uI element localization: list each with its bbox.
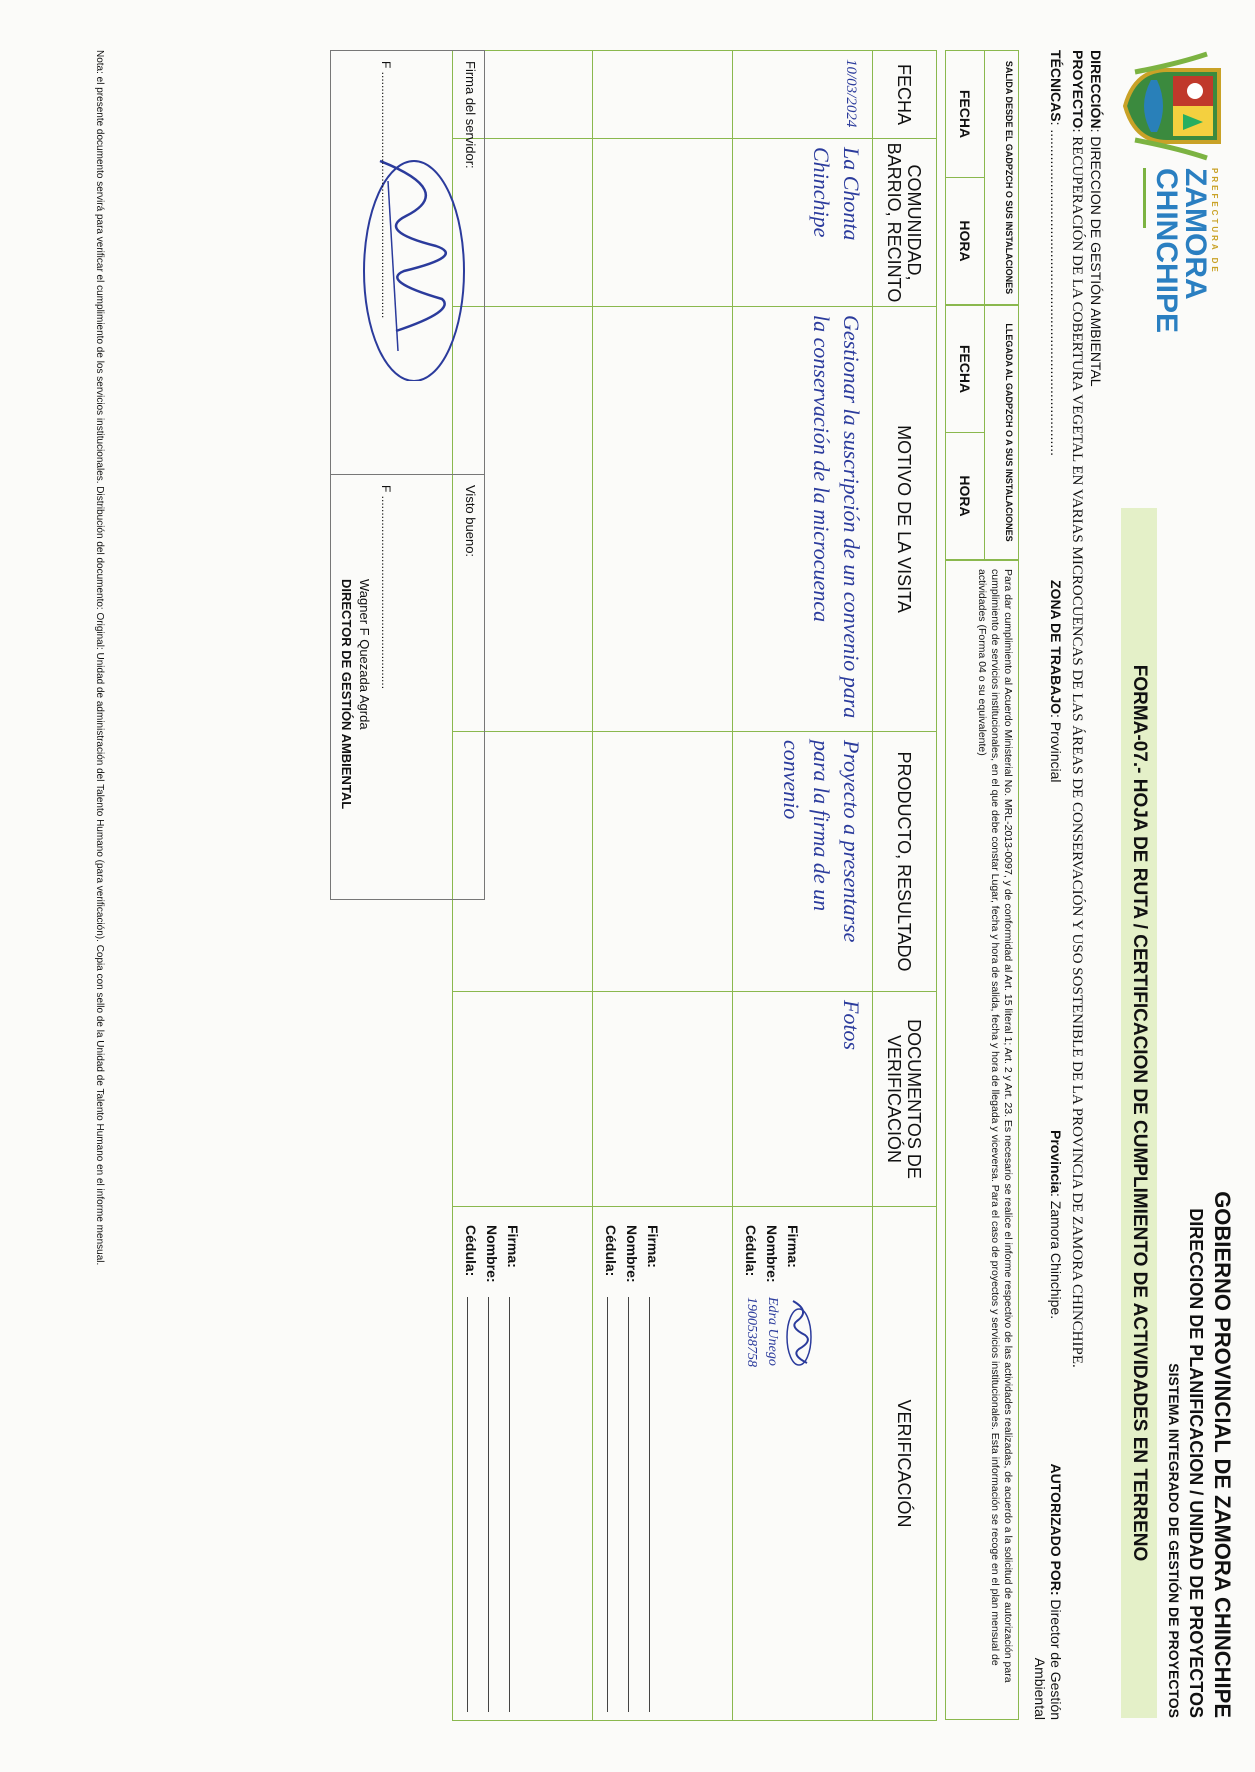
provincia-label: Provincia	[1048, 1130, 1064, 1194]
autorizado-field	[1032, 1460, 1064, 1720]
nombre-line	[484, 1225, 505, 1712]
servant-signature	[356, 121, 476, 381]
logo-zamora: ZAMORA	[1179, 168, 1212, 300]
col-comunidad: COMUNIDAD, BARRIO, RECINTO	[873, 139, 937, 307]
cell-verificacion	[733, 1207, 873, 1721]
nombre-blank	[488, 1297, 489, 1712]
col-fecha: FECHA	[873, 51, 937, 139]
cell-documentos	[593, 992, 733, 1207]
cell-motivo	[593, 307, 733, 732]
cedula-value: 1900538758	[744, 1297, 759, 1367]
cell-fecha: 10/03/2024	[733, 51, 873, 139]
footer-note: Nota: el presente documento servirá para verificar el cumplimiento de los servicios institucionales. Distribución del documento: Original: Unidad de administración del Talento Humano (para verificación). Copia con sello de la Unidad de Talento Humano en el informe mensual.	[94, 50, 105, 1266]
servant-signature-block	[331, 51, 484, 475]
cell-verificacion	[593, 1207, 733, 1721]
col-verificacion: VERIFICACIÓN	[873, 1207, 937, 1721]
servant-signature-caption: Firma del servidor:	[463, 61, 478, 169]
direccion-value: : DIRECCION DE GESTIÓN AMBIENTAL	[1088, 128, 1104, 387]
col-documentos: DOCUMENTOS DE VERIFICACIÓN	[873, 992, 937, 1207]
col-motivo: MOTIVO DE LA VISITA	[873, 307, 937, 732]
cedula-line	[463, 1225, 484, 1712]
direccion-line	[1087, 50, 1105, 1720]
cedula-blank	[607, 1297, 608, 1712]
proyecto-label: PROYECTO	[1070, 50, 1086, 129]
nombre-line	[764, 1225, 785, 1712]
table-row	[593, 51, 733, 1721]
cell-documentos	[453, 992, 593, 1207]
provincia-field	[1032, 1130, 1064, 1460]
approval-signature-block	[331, 475, 484, 899]
zona-value: : Provincial	[1048, 714, 1064, 783]
activities-table	[452, 50, 937, 1721]
departure-box	[945, 50, 1019, 305]
arrival-time-header: HORA	[957, 475, 973, 517]
nombre-value: Edra Unego	[765, 1297, 780, 1366]
nombre-blank	[628, 1297, 629, 1712]
form-meta	[1032, 50, 1105, 1720]
approval-signature-line: F ..........................................................	[379, 485, 393, 690]
firma-line	[505, 1225, 526, 1712]
route-sheet-form	[10, 38, 1245, 1738]
nombre-label: Nombre:	[484, 1225, 500, 1283]
prefectura-logo	[1121, 50, 1231, 334]
gov-unit: DIRECCION DE PLANIFICACION / UNIDAD DE PROYECTOS	[1186, 1208, 1206, 1718]
departure-header: SALIDA DESDE EL GADPZCH O SUS INSTALACIONES	[984, 51, 1018, 304]
zona-label: ZONA DE TRABAJO	[1048, 580, 1064, 715]
arrival-header: LLEGADA AL GADPZCH O A SUS INSTALACIONES	[984, 306, 1018, 559]
nombre-label: Nombre:	[624, 1225, 640, 1283]
tecnicas-field	[1032, 50, 1064, 580]
cell-comunidad: La Chonta Chinchipe	[733, 139, 873, 307]
cedula-blank	[467, 1297, 468, 1712]
cell-verificacion	[453, 1207, 593, 1721]
nombre-line	[624, 1225, 645, 1712]
signature-section	[330, 50, 485, 900]
cedula-line	[603, 1225, 624, 1712]
gov-system: SISTEMA INTEGRADO DE GESTIÓN DE PROYECTOS	[1166, 1363, 1182, 1718]
table-header-row	[873, 51, 937, 1721]
cell-comunidad	[593, 139, 733, 307]
nombre-label: Nombre:	[764, 1225, 780, 1283]
legal-note: Para dar cumplimiento al Acuerdo Ministerial No. MRL-2013-0097, y de conformidad al Art. 15 literal 1; Art. 2 y Art. 23. Es necesario se realice el informe respectivo de las actividades realizadas, de acuerdo a la solicitud de autorización para cumplimiento de servicios institucionales, en el que debe constar Lugar, fecha y hora de salida, fecha y hora de llegada y viceversa. Para el caso de proyectos y servicios institucionales. Esta información se recoge en el plan mensual de actividades (Forma 04 o su equivalente)	[945, 560, 1019, 1720]
arrival-date-header: FECHA	[946, 306, 984, 433]
firma-line	[645, 1225, 666, 1712]
proyecto-line	[1068, 50, 1087, 1720]
logo-underline	[1143, 168, 1146, 228]
firma-label: Firma:	[645, 1225, 661, 1268]
firma-line	[785, 1225, 806, 1712]
cell-producto	[593, 732, 733, 992]
firma-blank	[649, 1297, 650, 1712]
cedula-label: Cédula:	[743, 1225, 759, 1277]
cell-fecha	[593, 51, 733, 139]
director-title: DIRECTOR DE GESTIÓN AMBIENTAL	[339, 579, 354, 810]
approval-caption: Visto bueno:	[463, 485, 478, 558]
autorizado-label: AUTORIZADO POR:	[1048, 1463, 1064, 1596]
cell-motivo: Gestionar la suscripción de un convenio para la conservación de la microcuenca	[733, 307, 873, 732]
form-title: FORMA-07.- HOJA DE RUTA / CERTIFICACION DE CUMPLIMIENTO DE ACTIVIDADES EN TERRENO	[1121, 508, 1157, 1718]
proyecto-value: : RECUPERACIÓN DE LA COBERTURA VEGETAL EN VARIAS MICROCUENCAS DE LAS ÁREAS DE CONSERVACIÓN Y USO SOSTENIBLE DE LA PROVINCIA DE ZAMORA CHINCHIPE.	[1069, 128, 1085, 1368]
servant-signature-line: F ..........................................................................	[379, 61, 393, 319]
cell-documentos: Fotos	[733, 992, 873, 1207]
government-heading	[1166, 1191, 1235, 1718]
departure-date-header: FECHA	[946, 51, 984, 178]
meta-row	[1032, 50, 1064, 1720]
tecnicas-value: : ....................................................................................	[1048, 121, 1064, 457]
firma-label: Firma:	[505, 1225, 521, 1268]
cell-producto: Proyecto a presentarse para la firma de un convenio	[733, 732, 873, 992]
cedula-label: Cédula:	[603, 1225, 619, 1277]
cedula-label: Cédula:	[463, 1225, 479, 1277]
direccion-label: DIRECCIÓN	[1088, 50, 1104, 129]
verification-signature	[785, 1297, 815, 1367]
table-row	[733, 51, 873, 1721]
director-name: Wagner F Quezada Agrda	[357, 579, 372, 730]
tecnicas-label: TÉCNICAS	[1048, 50, 1064, 122]
firma-blank	[509, 1297, 510, 1712]
logo-chinchipe: CHINCHIPE	[1150, 168, 1183, 334]
gov-title: GOBIERNO PROVINCIAL DE ZAMORA CHINCHIPE	[1210, 1191, 1235, 1718]
logo-prefix: PREFECTURA DE	[1210, 168, 1219, 275]
firma-label: Firma:	[785, 1225, 801, 1268]
cedula-line	[743, 1225, 764, 1712]
provincia-value: : Zamora Chinchipe.	[1048, 1193, 1064, 1320]
departure-time-header: HORA	[957, 220, 973, 262]
zona-field	[1032, 580, 1064, 1130]
arrival-box	[945, 305, 1019, 560]
col-producto: PRODUCTO, RESULTADO	[873, 732, 937, 992]
autorizado-value: Director de Gestión Ambiental	[1032, 1595, 1064, 1720]
coat-of-arms-icon	[1123, 50, 1227, 162]
